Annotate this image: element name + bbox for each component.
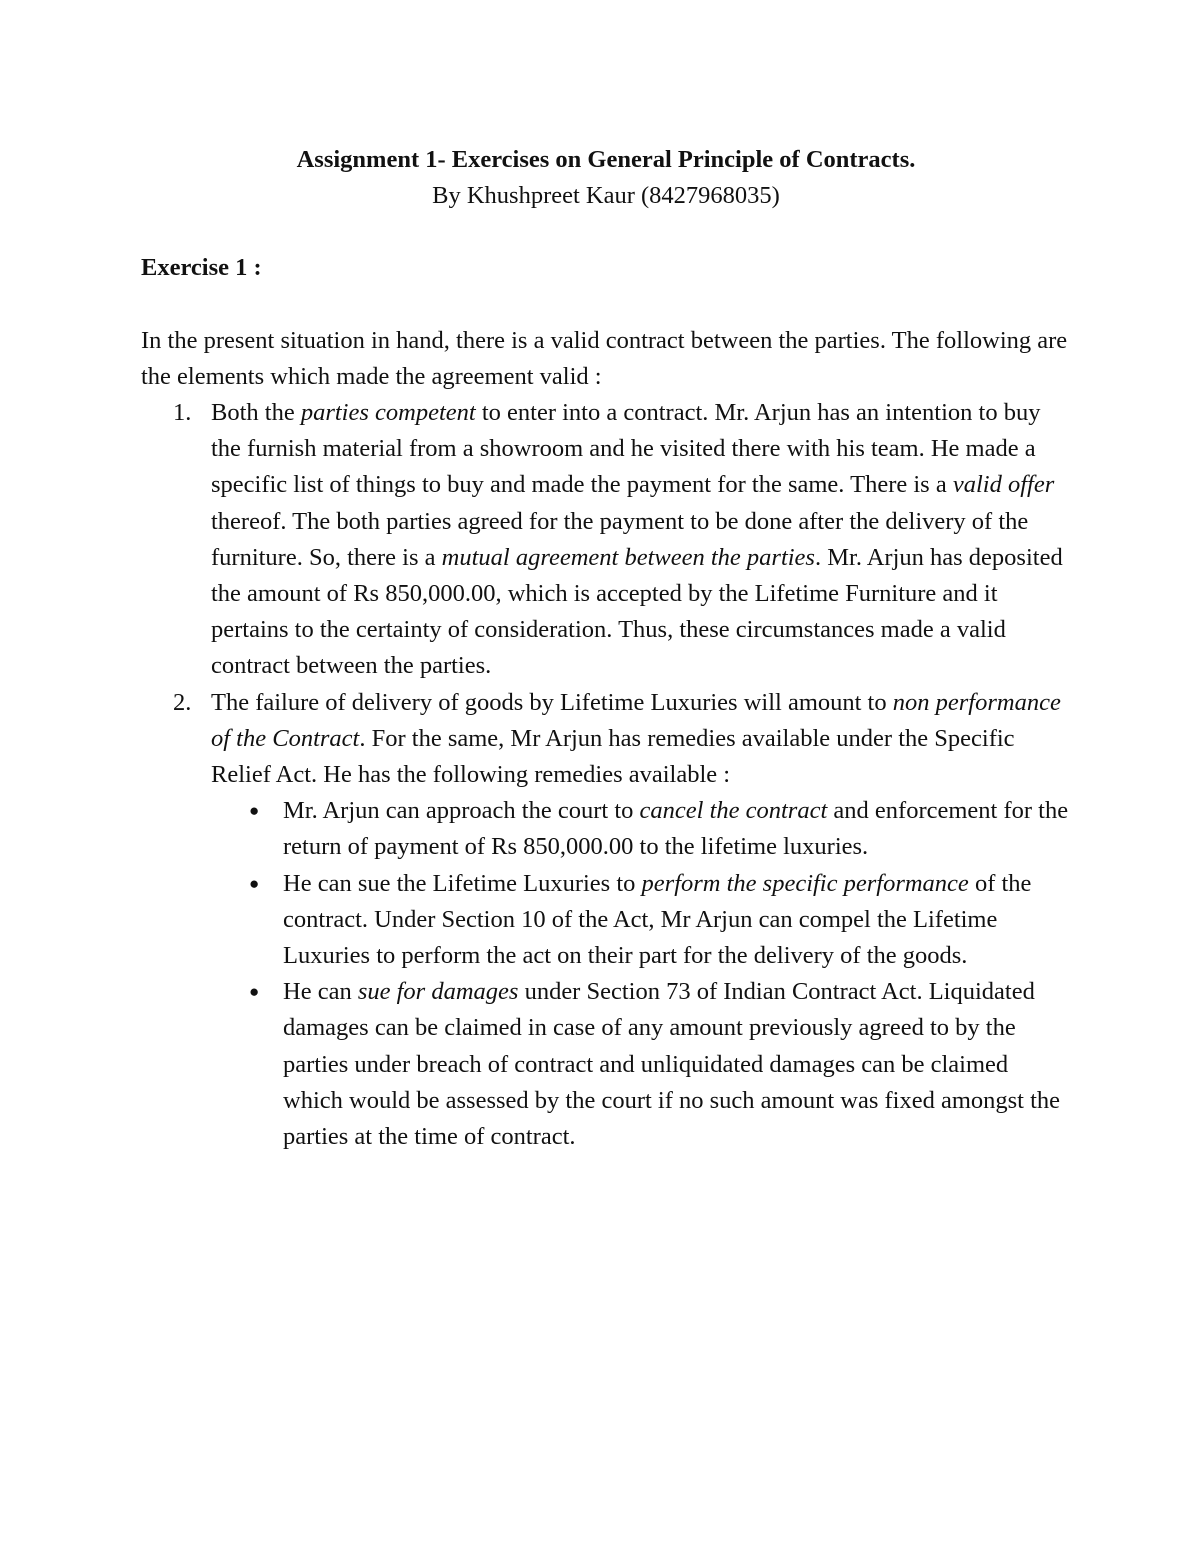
remedy-text: under Section 73 of Indian Contract Act. Liquidated damages can be claimed in case of any amount previously agreed to by the parties under breach of contract and unliquidated damages can be claimed which would be assessed by the court if no such amount was fixed amongst the parties at the time of contract. bbox=[283, 978, 1061, 1151]
bullet-icon: ● bbox=[249, 982, 260, 1002]
emphasis-text: non performance of the Contract bbox=[211, 688, 1061, 752]
emphasis-text: perform the specific performance bbox=[641, 869, 969, 897]
list-text: . For the same, Mr Arjun has remedies available under the Specific Relief Act. He has the following remedies available : bbox=[211, 724, 1015, 789]
list-text: The failure of delivery of goods by Lifetime Luxuries will amount to bbox=[211, 688, 893, 716]
intro-paragraph: In the present situation in hand, there is a valid contract between the parties. The following are the elements which made the agreement valid : bbox=[141, 326, 1068, 390]
emphasis-text: parties competent bbox=[300, 399, 476, 427]
list-number: 1. bbox=[173, 399, 192, 427]
bullet-icon: ● bbox=[249, 873, 260, 893]
list-item bbox=[141, 685, 1071, 1156]
document-title: Assignment 1- Exercises on General Principle of Contracts. bbox=[296, 146, 916, 173]
emphasis-text: cancel the contract bbox=[639, 797, 828, 825]
list-text: Both the bbox=[211, 399, 301, 427]
remedy-text: and enforcement for the return of payment of Rs 850,000.00 to the lifetime luxuries. bbox=[283, 797, 1069, 861]
emphasis-text: sue for damages bbox=[357, 978, 519, 1006]
remedy-text: He can sue the Lifetime Luxuries to bbox=[283, 869, 642, 897]
remedy-text: Mr. Arjun can approach the court to bbox=[283, 797, 640, 825]
remedy-text: of the contract. Under Section 10 of the Act, Mr Arjun can compel the Lifetime Luxuries to perform the act on their part for the delivery of the goods. bbox=[283, 869, 1032, 970]
remedy-item bbox=[211, 866, 1071, 975]
emphasis-text: mutual agreement between the parties bbox=[441, 543, 815, 571]
list-text: thereof. The both parties agreed for the payment to be done after the delivery of the furniture. So, there is a bbox=[211, 507, 1029, 571]
remedy-item bbox=[211, 974, 1071, 1155]
emphasis-text: valid offer bbox=[952, 471, 1055, 499]
bullet-icon: ● bbox=[249, 801, 260, 821]
document-body bbox=[141, 142, 1071, 1155]
list-text: . Mr. Arjun has deposited the amount of Rs 850,000.00, which is accepted by the Lifetime Furniture and it pertains to the certainty of consideration. Thus, these circumstances made a valid contract between the parties. bbox=[211, 543, 1063, 680]
remedy-text: He can bbox=[283, 978, 358, 1006]
list-item bbox=[141, 395, 1071, 685]
list-number: 2. bbox=[173, 688, 192, 716]
author-byline: By Khushpreet Kaur (8427968035) bbox=[432, 182, 780, 210]
remedies-list bbox=[211, 793, 1071, 1155]
remedy-item bbox=[211, 793, 1071, 865]
list-text: to enter into a contract. Mr. Arjun has an intention to buy the furnish material from a showroom and he visited there with his team. He made a specific list of things to buy and made the payment for the same. There is a bbox=[211, 399, 1041, 499]
exercise-heading: Exercise 1 : bbox=[141, 254, 262, 282]
elements-list bbox=[141, 395, 1071, 1155]
